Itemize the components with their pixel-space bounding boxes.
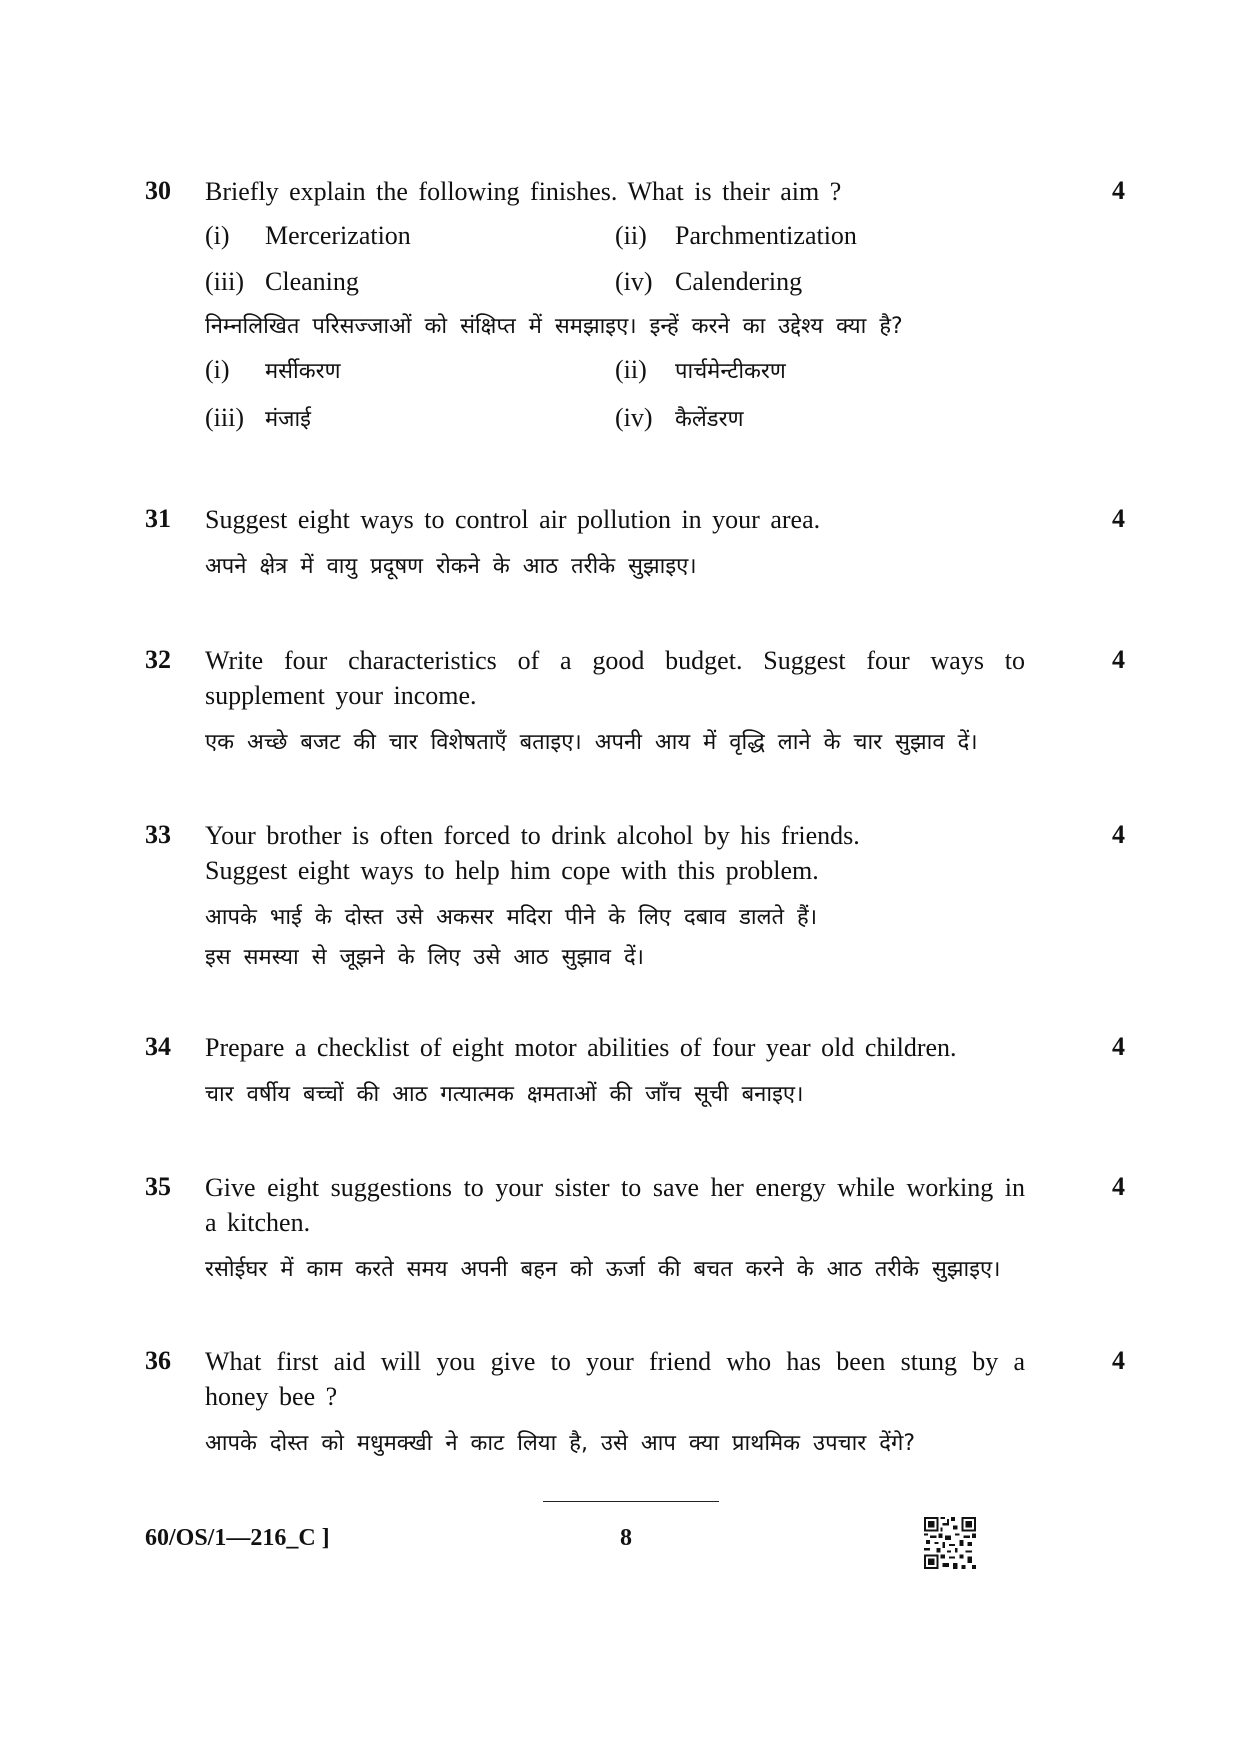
option-item: [205, 265, 359, 299]
option-text: Cleaning: [265, 267, 359, 296]
option-item: [205, 219, 411, 253]
question-text-hi: निम्नलिखित परिसज्जाओं को संक्षिप्त में समझाइए। इन्हें करने का उद्देश्य क्या है?: [205, 314, 903, 339]
question-marks: 4: [1112, 1032, 1125, 1061]
option-label: (iii): [205, 267, 244, 296]
question-body: [205, 818, 1025, 978]
option-text: Parchmentization: [675, 221, 857, 250]
option-label: (iv): [615, 403, 653, 432]
question-number: 32: [145, 645, 171, 674]
question-marks: 4: [1112, 1346, 1125, 1375]
option-text: मर्सीकरण: [265, 359, 341, 384]
page-number: 8: [620, 1525, 632, 1551]
option-label: (i): [205, 221, 230, 250]
question-body: [205, 1170, 1025, 1290]
question-30: [145, 174, 1125, 454]
question-body: [205, 1030, 1025, 1115]
question-text-en: Give eight suggestions to your sister to save her energy while working in a kitchen.: [205, 1173, 1025, 1237]
option-text: Mercerization: [265, 221, 411, 250]
option-label: (iii): [205, 403, 244, 432]
question-text-hi: एक अच्छे बजट की चार विशेषताएँ बताइए। अपनी आय में वृद्धि लाने के चार सुझाव दें।: [205, 730, 978, 755]
qr-code-icon: [924, 1517, 976, 1569]
question-text-en: Briefly explain the following finishes. What is their aim ?: [205, 177, 842, 206]
question-marks: 4: [1112, 504, 1125, 533]
question-number: 36: [145, 1346, 171, 1375]
option-item: [205, 401, 311, 437]
option-item: [615, 401, 744, 437]
question-text-hi-line-1: आपके भाई के दोस्त उसे अकसर मदिरा पीने के लिए दबाव डालते हैं।: [205, 905, 818, 930]
paper-code: 60/OS/1—216_C ]: [145, 1525, 330, 1551]
option-label: (ii): [615, 221, 647, 250]
question-number: 34: [145, 1032, 171, 1061]
question-number: 35: [145, 1172, 171, 1201]
option-item: [615, 219, 857, 253]
question-text-hi: अपने क्षेत्र में वायु प्रदूषण रोकने के आठ तरीके सुझाइए।: [205, 554, 697, 579]
question-body: [205, 174, 1025, 443]
option-text: Calendering: [675, 267, 803, 296]
option-text: पार्चमेन्टीकरण: [675, 359, 786, 384]
question-text-hi: रसोईघर में काम करते समय अपनी बहन को ऊर्जा की बचत करने के आठ तरीके सुझाइए।: [205, 1257, 1001, 1282]
question-text-hi: चार वर्षीय बच्चों की आठ गत्यात्मक क्षमताओं की जाँच सूची बनाइए।: [205, 1082, 804, 1107]
option-item: [615, 265, 802, 299]
options-hi: [205, 347, 1025, 443]
question-marks: 4: [1112, 645, 1125, 674]
question-marks: 4: [1112, 176, 1125, 205]
question-text-en-line-1: Your brother is often forced to drink alcohol by his friends.: [205, 821, 860, 850]
option-label: (ii): [615, 355, 647, 384]
option-label: (iv): [615, 267, 653, 296]
question-number: 33: [145, 820, 171, 849]
question-text-en: What first aid will you give to your friend who has been stung by a honey bee ?: [205, 1347, 1025, 1411]
question-text-hi: आपके दोस्त को मधुमक्खी ने काट लिया है, उसे आप क्या प्राथमिक उपचार देंगे?: [205, 1431, 916, 1456]
question-body: [205, 643, 1025, 763]
question-32: [145, 643, 1125, 763]
end-divider: [543, 1501, 719, 1502]
question-text-en: Write four characteristics of a good budget. Suggest four ways to supplement your income.: [205, 646, 1025, 710]
option-label: (i): [205, 355, 230, 384]
question-33: [145, 818, 1125, 978]
question-marks: 4: [1112, 1172, 1125, 1201]
option-text: मंजाई: [265, 407, 311, 432]
question-body: [205, 1344, 1025, 1464]
option-item: [205, 353, 341, 389]
question-31: [145, 502, 1125, 592]
question-34: [145, 1030, 1125, 1120]
question-36: [145, 1344, 1125, 1464]
question-number: 31: [145, 504, 171, 533]
question-marks: 4: [1112, 820, 1125, 849]
options-en: [205, 209, 1025, 301]
option-item: [615, 353, 786, 389]
question-number: 30: [145, 176, 171, 205]
option-text: कैलेंडरण: [675, 407, 744, 432]
question-body: [205, 502, 1025, 587]
question-text-en: Suggest eight ways to control air pollution in your area.: [205, 505, 821, 534]
question-text-hi-line-2: इस समस्या से जूझने के लिए उसे आठ सुझाव दें।: [205, 945, 645, 970]
question-35: [145, 1170, 1125, 1290]
question-text-en: Prepare a checklist of eight motor abilities of four year old children.: [205, 1033, 957, 1062]
question-text-en-line-2: Suggest eight ways to help him cope with this problem.: [205, 856, 819, 885]
